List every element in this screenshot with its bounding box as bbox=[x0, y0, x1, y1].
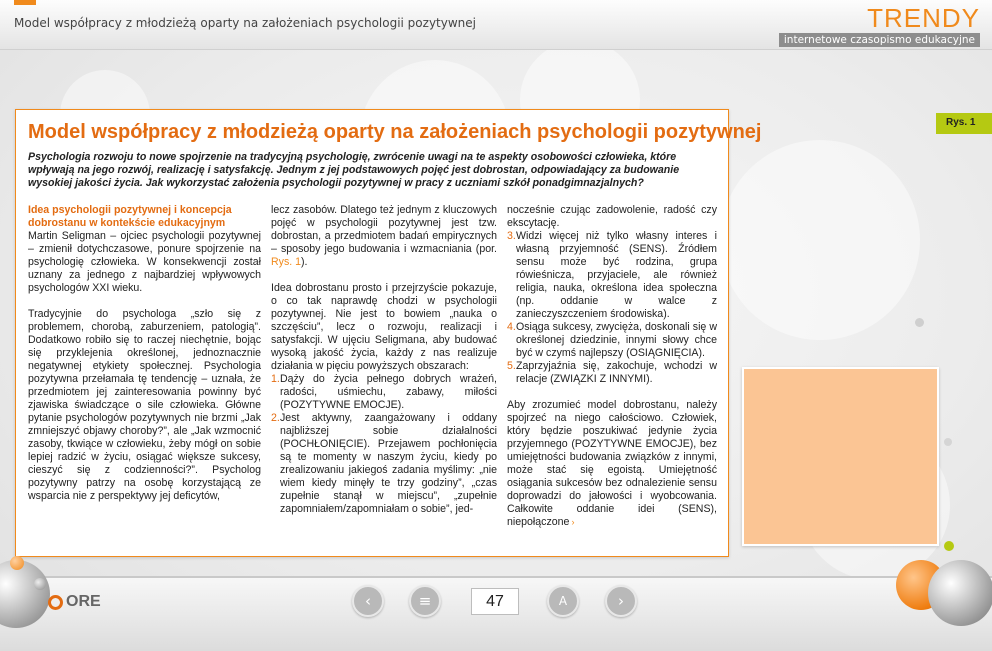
paragraph bbox=[507, 399, 717, 529]
figure-rys-1-placeholder[interactable] bbox=[742, 367, 939, 546]
paragraph: Martin Seligman – ojciec psychologii pozytywnej – zmienił dotychczasowe, ponure spojrzenie na psychologię człowieka. W konsekwencji został uznany za jednego z najbardziej wpływowych psychologów XXI wieku. bbox=[28, 230, 261, 294]
article-column-2 bbox=[271, 204, 497, 516]
article-column-3 bbox=[507, 204, 717, 542]
section-heading: Idea psychologii pozytywnej i koncepcja dobrostanu w kontekście edukacyjnym bbox=[28, 204, 232, 229]
article-lead: Psychologia rozwoju to nowe spojrzenie na tradycyjną psychologię, zwrócenie uwagi na te aspekty osobowości człowieka, które wpływają na jego rozwój, realizację i satysfakcję. Jednym z jej podstawowych pojęć jest dobrostan, odpowiadający za budowanie wysokiej jakości życia. Jak wykorzystać założenia psychologii pozytywnej w pracy z uczniami szkół ponadgimnazjalnych? bbox=[28, 151, 680, 189]
paragraph bbox=[271, 204, 497, 269]
wellbeing-list bbox=[271, 373, 497, 516]
header-title: Model współpracy z młodzieżą oparty na założeniach psychologii pozytywnej bbox=[14, 16, 476, 30]
paragraph: Idea dobrostanu prosto i przejrzyście pokazuje, o co tak naprawdę chodzi w psychologii pozytywnej. Nie jest to bowiem „nauka o szczęściu”, lecz o rozwoju, realizacji i satysfakcji. W ujęciu Seligmana, aby budować wysoką jakość życia, każdy z nas realizuje działania w pięciu powyższych obszarach: bbox=[271, 282, 497, 372]
brand bbox=[779, 4, 980, 47]
decorative-sphere-icon bbox=[34, 578, 46, 590]
text-view-button[interactable]: A bbox=[547, 585, 579, 617]
paragraph-text: Aby zrozumieć model dobrostanu, należy spojrzeć na niego całościowo. Człowiek, który będzie poszukiwać jedynie życia przyjemnego (POZYTYWNE EMOCJE), bez umiejętności budowania związków z innymi, może stać się egoistą. Umiejętność osiągania sukcesów bez odnalezienie sensu doprowadzi do jałowości i wyobcowania. Całkowite oddanie idei (SENS), niepołączone bbox=[507, 399, 717, 528]
header-accent bbox=[14, 0, 36, 5]
paragraph-text: lecz zasobów. Dlatego też jednym z kluczowych pojęć w psychologii pozytywnej jest tzw. dobrostan, a przedmiotem badań empirycznych – sposoby jego budowania i wzmacniania (por. bbox=[271, 204, 497, 255]
decorative-sphere-icon bbox=[944, 541, 954, 551]
list-number: 1. bbox=[271, 373, 280, 385]
table-of-contents-button[interactable]: ≡ bbox=[409, 585, 441, 617]
brand-name: TRENDY bbox=[867, 3, 980, 33]
header-bar bbox=[0, 0, 992, 50]
article-column-1 bbox=[28, 204, 261, 516]
list-item bbox=[507, 360, 717, 386]
list-number: 3. bbox=[507, 230, 516, 242]
list-text: Jest aktywny, zaangażowany i oddany najbliższej sobie działalności (POCHŁONIĘCIE). Przejawem pochłonięcia są te momenty w naszym życiu, kiedy po zrealizowaniu jakiegoś zadania myślimy: „nie wiem kiedy minęły te trzy godziny”, „czas zupełnie stanął w miejscu”, „zupełnie zapomniałem/zapomniałam o sobie”, jed- bbox=[280, 412, 497, 515]
ore-logo-ring-icon bbox=[48, 595, 63, 610]
list-number: 2. bbox=[271, 412, 280, 424]
list-number: 5. bbox=[507, 360, 516, 372]
list-text: Osiąga sukcesy, zwycięża, doskonali się w określonej dziedzinie, innymi słowy chce być w czymś najlepszy (OSIĄGNIĘCIA). bbox=[516, 321, 717, 359]
paragraph: Tradycyjnie do psychologa „szło się z problemem, chorobą, zaburzeniem, patologią”. Dodatkowo robiło się to raczej niechętnie, bojąc się przyklejenia określonej, jednoznacznie negatywnej etykiety społecznej. Psychologia pozytywna przełamała tę tendencję – uznała, że przedmiotem jej zainteresowania powinny być zjawiska świadczące o sile człowieka. Główne pytanie psychologów pozytywnych nie brzmi „Jak zmniejszyć objawy choroby?”, ale „Jak wzmocnić zasoby, tkwiące w człowieku, żeby mógł on sobie lepiej radzić w życiu, osiągać większe sukcesy, cieszyć się z codzienności?”. Psycholog pozytywny patrzy na osobę korzystającą ze wsparcia nie z perspektywy jej deficytów, bbox=[28, 308, 261, 502]
article-title: Model współpracy z młodzieżą oparty na założeniach psychologii pozytywnej bbox=[28, 121, 762, 143]
continue-arrow-icon[interactable]: › bbox=[571, 517, 575, 527]
list-item bbox=[507, 230, 717, 321]
decorative-sphere-icon bbox=[928, 560, 992, 626]
list-number: 4. bbox=[507, 321, 516, 333]
paragraph-text: ). bbox=[301, 256, 308, 268]
list-text: Widzi więcej niż tylko własny interes i własną przyjemność (SENS). Źródłem sensu może być rodzina, grupa rówieśnicza, przyjaciele, ale również religia, nauka, określona idea społeczna (np. oddanie w walce z zanieczyszczeniem środowiska). bbox=[516, 230, 717, 320]
paragraph: nocześnie czując zadowolenie, radość czy ekscytację. bbox=[507, 204, 717, 229]
ore-logo[interactable] bbox=[48, 587, 106, 617]
wellbeing-list bbox=[507, 230, 717, 386]
figure-link-rys-1[interactable]: Rys. 1 bbox=[271, 256, 302, 268]
next-page-button[interactable]: › bbox=[605, 585, 637, 617]
list-item bbox=[271, 412, 497, 516]
decorative-sphere-icon bbox=[10, 556, 24, 570]
previous-page-button[interactable]: ‹ bbox=[352, 585, 384, 617]
figure-tab-rys-1[interactable]: Rys. 1 bbox=[936, 113, 992, 134]
ore-logo-text: ORE bbox=[66, 593, 101, 610]
list-item bbox=[507, 321, 717, 360]
article-panel bbox=[15, 109, 762, 557]
brand-tagline: internetowe czasopismo edukacyjne bbox=[779, 33, 980, 47]
footer-divider bbox=[0, 576, 992, 578]
list-text: Dąży do życia pełnego dobrych wrażeń, radości, uśmiechu, zabawy, miłości (POZYTYWNE EMOCJE). bbox=[280, 373, 497, 411]
page-number-field[interactable]: 47 bbox=[471, 588, 519, 615]
list-text: Zaprzyjaźnia się, zakochuje, wchodzi w relacje (ZWIĄZKI Z INNYMI). bbox=[516, 360, 717, 385]
list-item bbox=[271, 373, 497, 412]
